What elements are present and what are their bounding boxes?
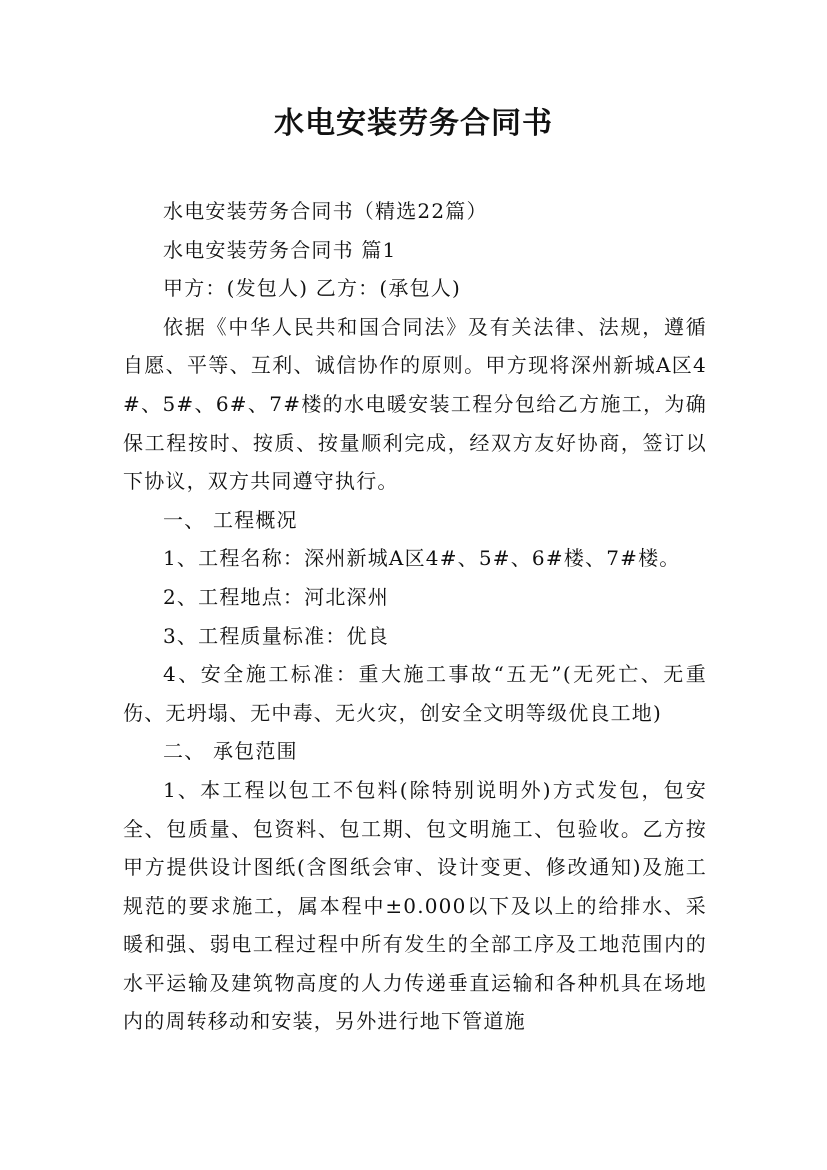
section-heading-contract-scope: 二、 承包范围	[163, 739, 298, 764]
paragraph-quality-standard: 3、工程质量标准：优良	[163, 623, 389, 648]
paragraph-parties: 甲方：(发包人) 乙方：(承包人)	[163, 276, 461, 301]
paragraph-scope-detail: 1、本工程以包工不包料(除特别说明外)方式发包，包安全、包质量、包资料、包工期、包文明施工、包验收。乙方按甲方提供设计图纸(含图纸会审、设计变更、修改通知)及施工规范的要求施工，属本程中±0.000以下及以上的给排水、采暖和强、弱电工程过程中所有发生的全部工序及工地范围内的水平运输及建筑物高度的人力传递垂直运输和各种机具在场地内的周转移动和安装，另外进行地下管道施	[123, 777, 707, 1034]
paragraph-article-heading: 水电安装劳务合同书 篇1	[163, 237, 397, 262]
paragraph-preamble: 依据《中华人民共和国合同法》及有关法律、法规，遵循自愿、平等、互利、诚信协作的原则。甲方现将深州新城A区4#、5#、6#、7#楼的水电暖安装工程分包给乙方施工，为确保工程按时、按质、按量顺利完成，经双方友好协商，签订以下协议，双方共同遵守执行。	[123, 314, 707, 494]
paragraph-safety-standard: 4、安全施工标准：重大施工事故“五无”(无死亡、无重伤、无坍塌、无中毒、无火灾，创安全文明等级优良工地)	[123, 662, 707, 725]
paragraph-collection-title: 水电安装劳务合同书（精选22篇）	[163, 199, 488, 223]
document-title: 水电安装劳务合同书	[274, 106, 553, 141]
document-body	[123, 192, 707, 1041]
paragraph-project-location: 2、工程地点：河北深州	[163, 584, 389, 609]
section-heading-project-overview: 一、 工程概况	[163, 507, 298, 532]
paragraph-project-name: 1、工程名称：深州新城A区4#、5#、6#楼、7#楼。	[163, 546, 681, 571]
